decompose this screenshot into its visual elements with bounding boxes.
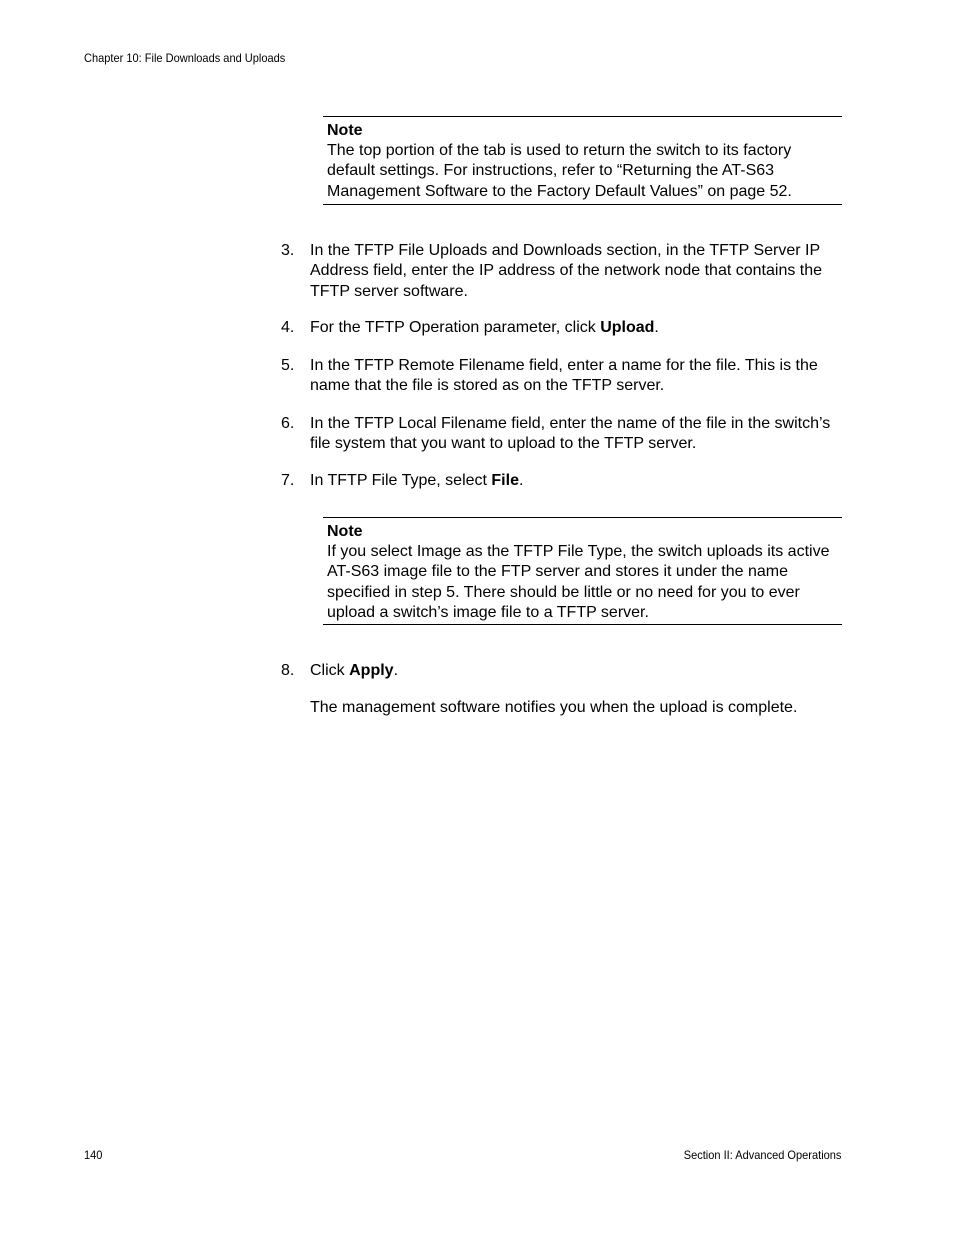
result-paragraph: The management software notifies you when the upload is complete.	[310, 699, 798, 716]
step-text-post: .	[518, 472, 524, 489]
step-number: 4.	[281, 319, 295, 336]
step-number: 7.	[281, 472, 295, 489]
step-text-pre: Click	[310, 662, 350, 679]
step-text-pre: For the TFTP Operation parameter, click	[310, 319, 601, 336]
step-text-post: .	[393, 662, 399, 679]
step-number: 8.	[281, 662, 295, 679]
step-text	[310, 471, 850, 491]
step-number: 3.	[281, 242, 295, 259]
note-box	[323, 116, 842, 205]
step-text-bold: File	[491, 472, 519, 489]
note-title: Note	[327, 523, 363, 540]
page-number: 140	[84, 1148, 103, 1162]
step-text	[310, 318, 850, 338]
note-box	[323, 517, 842, 625]
step-number: 6.	[281, 415, 295, 432]
note-title: Note	[327, 122, 363, 139]
step-number: 5.	[281, 357, 295, 374]
running-header: Chapter 10: File Downloads and Uploads	[84, 51, 286, 65]
step-text: In the TFTP Remote Filename field, enter a name for the file. This is the name that the file is stored as on the TFTP server.	[310, 357, 818, 395]
note-body: If you select Image as the TFTP File Type, the switch uploads its active AT-S63 image file to the FTP server and stores it under the name specified in step 5. There should be little or no need for you to ever upload a switch’s image file to a TFTP server.	[327, 543, 830, 622]
step-text: In the TFTP File Uploads and Downloads section, in the TFTP Server IP Address field, enter the IP address of the network node that contains the TFTP server software.	[310, 242, 823, 300]
step-text-post: .	[654, 319, 659, 336]
note-body: The top portion of the tab is used to return the switch to its factory default settings. For instructions, refer to “Returning the AT-S63 Management Software to the Factory Default Values” on page 52.	[327, 142, 792, 200]
step-text	[310, 661, 850, 681]
step-text-bold: Upload	[600, 319, 655, 336]
step-text-bold: Apply	[349, 662, 394, 679]
step-text: In the TFTP Local Filename field, enter the name of the file in the switch’s file system that you want to upload to the TFTP server.	[310, 415, 831, 453]
section-footer: Section II: Advanced Operations	[683, 1148, 841, 1162]
step-text-pre: In TFTP File Type, select	[310, 472, 492, 489]
